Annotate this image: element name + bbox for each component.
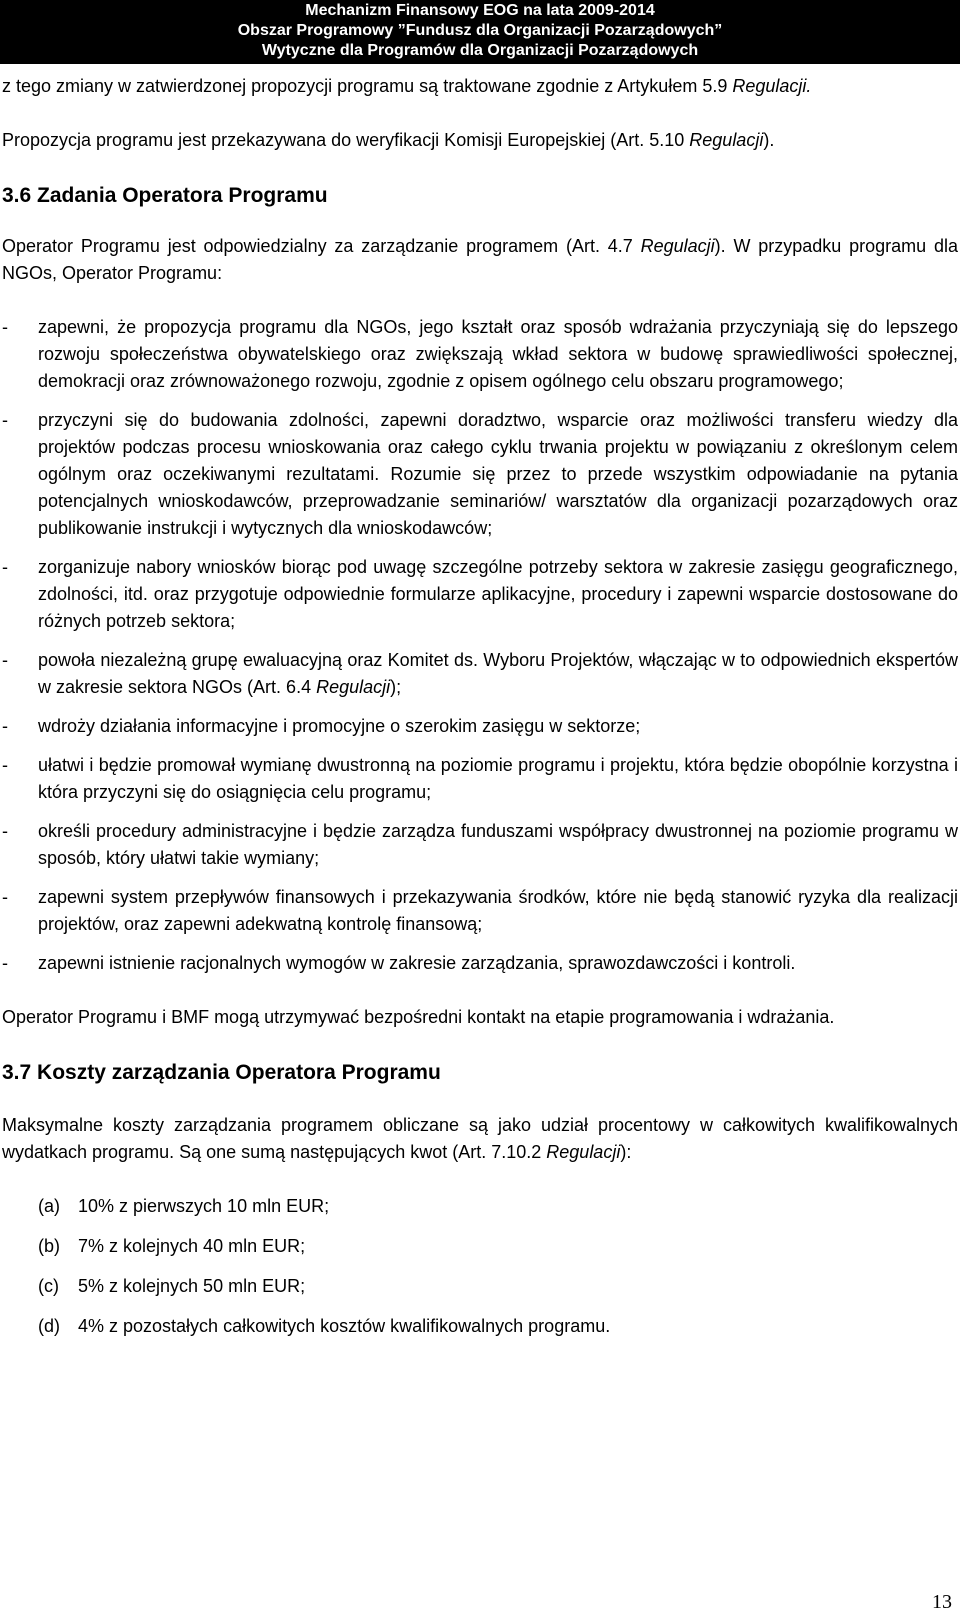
section-3-6-paragraph: Operator Programu jest odpowiedzialny za zarządzanie programem (Art. 4.7 Regulacji). W przypadku programu dla NGOs, Operator Programu: (2, 236, 958, 283)
header-line-3: Wytyczne dla Programów dla Organizacji Pozarządowych (261, 42, 699, 59)
list-item: - zapewni, że propozycja programu dla NGOs, jego kształt oraz sposób wdrażania przyczyniają się do lepszego rozwoju społeczeństwa obywatelskiego oraz zwiększają wkład sektora w budowę sprawiedliwości społecznej, demokracji oraz zrównoważonego rozwoju, zgodnie z opisem ogólnego celu obszaru programowego; (2, 314, 958, 395)
header-line-1: Mechanizm Finansowy EOG na lata 2009-2014 (305, 2, 655, 19)
intro-paragraph-1: z tego zmiany w zatwierdzonej propozycji programu są traktowane zgodnie z Artykułem 5.9 Regulacji. (2, 76, 812, 96)
page-number: 13 (932, 1591, 952, 1613)
section-3-7-paragraph: Maksymalne koszty zarządzania programem obliczane są jako udział procentowy w całkowitych kwalifikowalnych wydatkach programu. Są one sumą następujących kwot (Art. 7.10.2 Regulacji): (2, 1115, 958, 1162)
operator-tasks-list (2, 314, 958, 977)
list-item: - określi procedury administracyjne i będzie zarządza funduszami współpracy dwustronnej na poziomie programu w sposób, który ułatwi takie wymiany; (2, 818, 958, 872)
list-item: - wdroży działania informacyjne i promocyjne o szerokim zasięgu w sektorze; (2, 713, 958, 740)
page-header (0, 0, 960, 64)
list-item: - zorganizuje nabory wniosków biorąc pod uwagę szczególne potrzeby sektora w zakresie zasięgu geograficznego, zdolności, itd. oraz przygotuje odpowiednie formularze aplikacyjne, procedury i zapewni wsparcie dostosowane do różnych potrzeb sektora; (2, 554, 958, 635)
section-3-7-heading: 3.7 Koszty zarządzania Operatora Programu (2, 1061, 441, 1084)
list-item: (c) 5% z kolejnych 50 mln EUR; (38, 1276, 306, 1296)
header-line-2: Obszar Programowy ”Fundusz dla Organizacji Pozarządowych” (237, 22, 723, 39)
list-item: (b) 7% z kolejnych 40 mln EUR; (38, 1236, 306, 1256)
list-item: - zapewni istnienie racjonalnych wymogów w zakresie zarządzania, sprawozdawczości i kontroli. (2, 950, 958, 977)
management-costs-list (2, 1193, 958, 1340)
intro-paragraph-2: Propozycja programu jest przekazywana do weryfikacji Komisji Europejskiej (Art. 5.10 Regulacji). (2, 130, 775, 150)
list-item: - zapewni system przepływów finansowych i przekazywania środków, które nie będą stanowić ryzyka dla realizacji projektów, oraz zapewni adekwatną kontrolę finansową; (2, 884, 958, 938)
list-item: - powoła niezależną grupę ewaluacyjną oraz Komitet ds. Wyboru Projektów, włączając w to odpowiednich ekspertów w zakresie sektora NGOs (Art. 6.4 Regulacji); (2, 647, 958, 701)
list-item: - przyczyni się do budowania zdolności, zapewni doradztwo, wsparcie oraz możliwości transferu wiedzy dla projektów podczas procesu wnioskowania oraz całego cyklu trwania projektu w powiązaniu z określonym celem ogólnym oraz oczekiwanymi rezultatami. Rozumie się przez to przede wszystkim odpowiadanie na pytania potencjalnych wnioskodawców, przeprowadzanie seminariów/ warsztatów dla organizacji pozarządowych oraz publikowanie instrukcji i wytycznych dla wnioskodawców; (2, 407, 958, 542)
document-body (2, 73, 958, 1353)
list-item: - ułatwi i będzie promował wymianę dwustronną na poziomie programu i projektu, która będzie obopólnie korzystna i która przyczyni się do osiągnięcia celu programu; (2, 752, 958, 806)
list-item: (d) 4% z pozostałych całkowitych kosztów kwalifikowalnych programu. (38, 1316, 611, 1336)
section-3-6-heading: 3.6 Zadania Operatora Programu (2, 184, 328, 207)
section-3-6-closing-paragraph: Operator Programu i BMF mogą utrzymywać bezpośredni kontakt na etapie programowania i wdrażania. (2, 1007, 835, 1027)
list-item: (a) 10% z pierwszych 10 mln EUR; (38, 1196, 330, 1216)
